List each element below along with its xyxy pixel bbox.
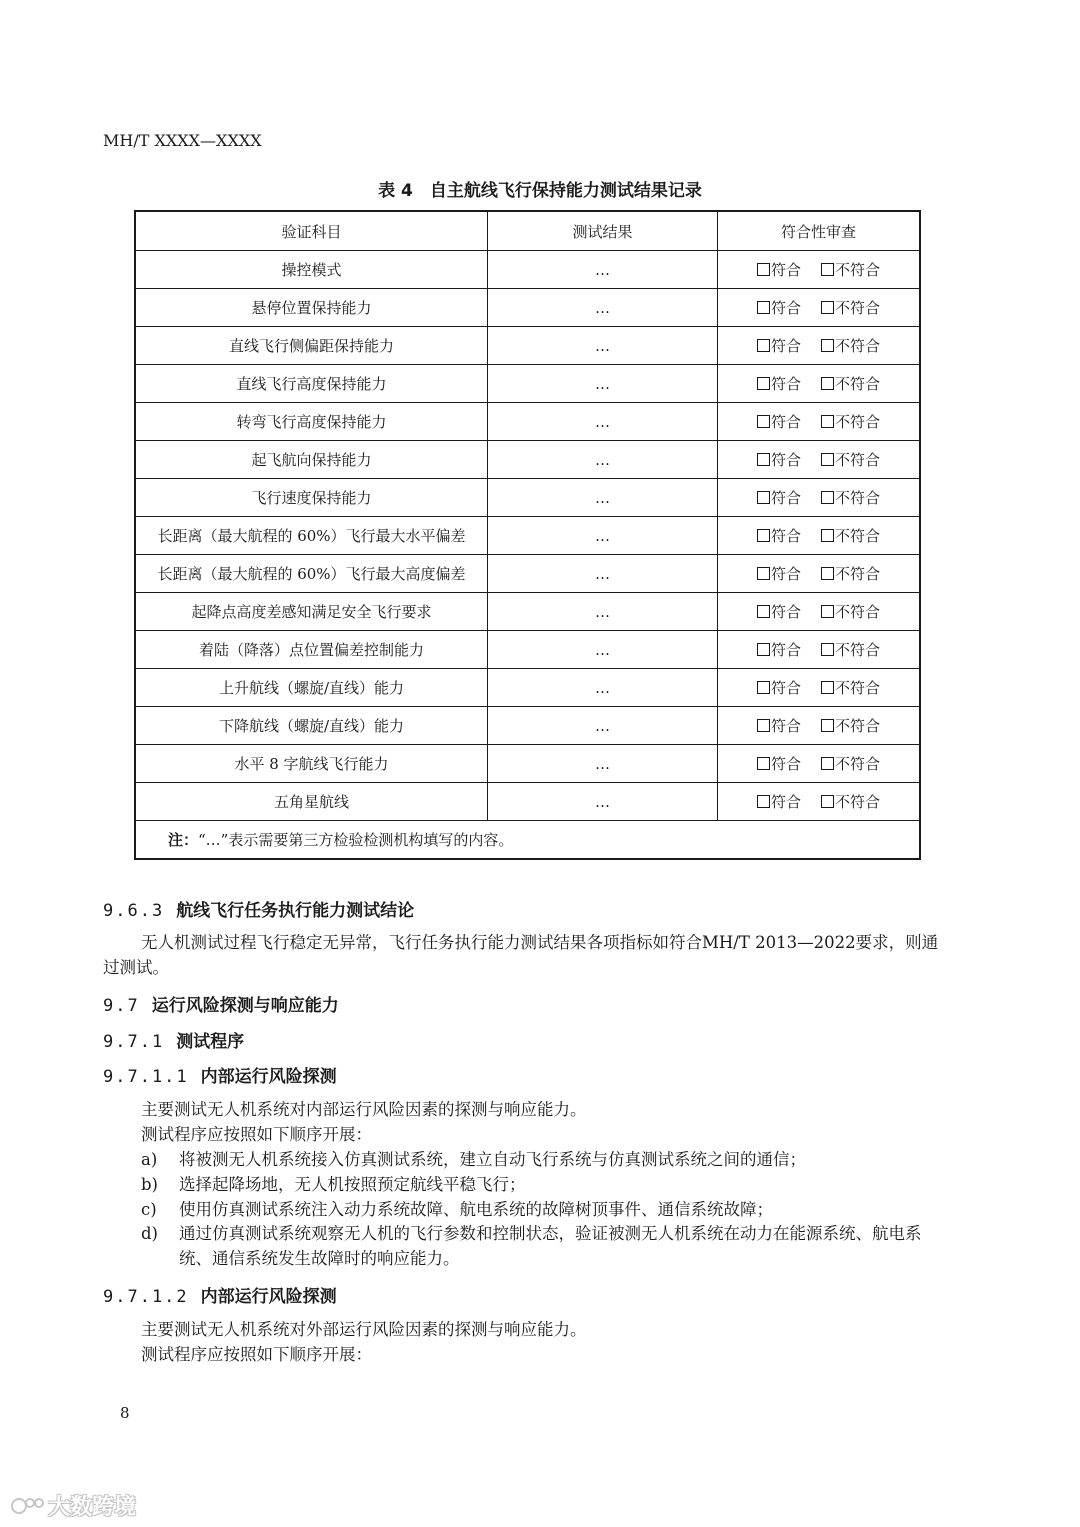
compliance-cell [718, 251, 921, 289]
compliance-cell [718, 555, 921, 593]
heading-number: 9.7.1.2 [103, 1287, 189, 1307]
list-item-tag: a) [141, 1150, 158, 1169]
verification-item-cell: 操控模式 [135, 251, 488, 289]
compliance-cell [718, 783, 921, 821]
pass-checkbox[interactable] [757, 753, 801, 774]
checkbox-label: 不符合 [835, 603, 881, 621]
watermark-text: 大数跨境 [48, 1495, 137, 1520]
list-item-tag: c) [141, 1200, 157, 1219]
heading-9-7-1-2 [103, 1282, 337, 1307]
compliance-cell [718, 707, 921, 745]
test-result-cell: … [488, 631, 718, 669]
test-result-cell: … [488, 327, 718, 365]
checkbox-label: 符合 [770, 299, 801, 317]
verification-item-cell: 悬停位置保持能力 [135, 289, 488, 327]
checkbox-label: 不符合 [835, 489, 881, 507]
list-item-text: 使用仿真测试系统注入动力系统故障、航电系统的故障树顶事件、通信系统故障； [179, 1200, 773, 1219]
list-item-tag: d) [141, 1224, 158, 1243]
checkbox-box-icon[interactable] [757, 415, 770, 428]
pass-checkbox[interactable] [757, 601, 801, 622]
table-row [135, 669, 920, 707]
verification-item-cell: 上升航线（螺旋/直线）能力 [135, 669, 488, 707]
list-item-b [141, 1172, 953, 1197]
verification-item-cell: 转弯飞行高度保持能力 [135, 403, 488, 441]
test-result-cell: … [488, 251, 718, 289]
heading-number: 9.7.1.1 [103, 1067, 189, 1087]
verification-item-cell: 水平 8 字航线飞行能力 [135, 745, 488, 783]
pass-checkbox[interactable] [757, 335, 801, 356]
checkbox-label: 不符合 [835, 299, 881, 317]
checkbox-box-icon[interactable] [821, 263, 834, 276]
heading-title: 航线飞行任务执行能力测试结论 [176, 901, 415, 921]
checkbox-label: 不符合 [835, 413, 881, 431]
list-item-d [141, 1221, 953, 1271]
test-result-cell: … [488, 441, 718, 479]
verification-item-cell: 飞行速度保持能力 [135, 479, 488, 517]
checkbox-label: 符合 [770, 413, 801, 431]
compliance-cell [718, 669, 921, 707]
checkbox-label: 符合 [770, 717, 801, 735]
pass-checkbox[interactable] [757, 525, 801, 546]
checkbox-box-icon[interactable] [757, 339, 770, 352]
document-code: MH/T XXXX—XXXX [103, 131, 262, 150]
test-result-cell: … [488, 555, 718, 593]
table-row [135, 441, 920, 479]
fail-checkbox[interactable] [821, 563, 880, 584]
fail-checkbox[interactable] [821, 639, 880, 660]
list-item-a [141, 1147, 953, 1172]
checkbox-label: 符合 [770, 489, 801, 507]
checkbox-box-icon[interactable] [821, 605, 834, 618]
checkbox-label: 符合 [770, 451, 801, 469]
paragraph-external-risk-order: 测试程序应按照如下顺序开展： [141, 1345, 372, 1364]
test-result-cell: … [488, 289, 718, 327]
table-note [135, 821, 920, 860]
checkbox-box-icon[interactable] [821, 719, 834, 732]
result-table [134, 210, 921, 860]
column-header-item: 验证科目 [135, 211, 488, 251]
pass-checkbox[interactable] [757, 373, 801, 394]
checkbox-label: 不符合 [835, 261, 881, 279]
fail-checkbox[interactable] [821, 449, 880, 470]
checkbox-box-icon[interactable] [821, 377, 834, 390]
test-result-cell: … [488, 517, 718, 555]
fail-checkbox[interactable] [821, 525, 880, 546]
checkbox-box-icon[interactable] [757, 681, 770, 694]
heading-number: 9.7 [103, 996, 140, 1016]
verification-item-cell: 起飞航向保持能力 [135, 441, 488, 479]
table-row [135, 593, 920, 631]
note-text: “…”表示需要第三方检验检测机构填写的内容。 [198, 831, 514, 849]
checkbox-box-icon[interactable] [821, 757, 834, 770]
pass-checkbox[interactable] [757, 563, 801, 584]
checkbox-box-icon[interactable] [757, 491, 770, 504]
compliance-cell [718, 517, 921, 555]
table-row [135, 327, 920, 365]
heading-9-7-1-1 [103, 1062, 337, 1087]
pass-checkbox[interactable] [757, 449, 801, 470]
checkbox-label: 不符合 [835, 755, 881, 773]
verification-item-cell: 长距离（最大航程的 60%）飞行最大水平偏差 [135, 517, 488, 555]
pass-checkbox[interactable] [757, 297, 801, 318]
checkbox-box-icon[interactable] [821, 795, 834, 808]
checkbox-label: 符合 [770, 375, 801, 393]
test-result-cell: … [488, 707, 718, 745]
checkbox-label: 符合 [770, 261, 801, 279]
fail-checkbox[interactable] [821, 487, 880, 508]
test-result-cell: … [488, 403, 718, 441]
checkbox-box-icon[interactable] [821, 453, 834, 466]
checkbox-label: 符合 [770, 337, 801, 355]
heading-9-6-3 [103, 896, 414, 921]
checkbox-label: 符合 [770, 793, 801, 811]
table-row [135, 251, 920, 289]
heading-9-7 [103, 991, 339, 1016]
fail-checkbox[interactable] [821, 373, 880, 394]
heading-title: 内部运行风险探测 [200, 1067, 337, 1087]
table-caption: 表 4 自主航线飞行保持能力测试结果记录 [378, 181, 702, 201]
checkbox-label: 符合 [770, 527, 801, 545]
table-row [135, 745, 920, 783]
heading-number: 9.6.3 [103, 901, 165, 921]
compliance-cell [718, 327, 921, 365]
verification-item-cell: 直线飞行侧偏距保持能力 [135, 327, 488, 365]
table-row [135, 555, 920, 593]
checkbox-box-icon[interactable] [757, 719, 770, 732]
pass-checkbox[interactable] [757, 677, 801, 698]
checkbox-label: 不符合 [835, 717, 881, 735]
checkbox-box-icon[interactable] [821, 529, 834, 542]
checkbox-label: 不符合 [835, 679, 881, 697]
verification-item-cell: 着陆（降落）点位置偏差控制能力 [135, 631, 488, 669]
column-header-compliance: 符合性审查 [718, 211, 921, 251]
page-number: 8 [120, 1404, 130, 1422]
paragraph-external-risk-intro: 主要测试无人机系统对外部运行风险因素的探测与响应能力。 [141, 1320, 587, 1339]
checkbox-box-icon[interactable] [821, 339, 834, 352]
checkbox-label: 不符合 [835, 375, 881, 393]
pass-checkbox[interactable] [757, 639, 801, 660]
watermark [10, 1490, 136, 1521]
checkbox-box-icon[interactable] [821, 491, 834, 504]
table-row [135, 707, 920, 745]
checkbox-box-icon[interactable] [757, 301, 770, 314]
note-label: 注： [168, 831, 199, 849]
compliance-cell [718, 631, 921, 669]
compliance-cell [718, 403, 921, 441]
verification-item-cell: 下降航线（螺旋/直线）能力 [135, 707, 488, 745]
checkbox-label: 不符合 [835, 565, 881, 583]
test-result-cell: … [488, 593, 718, 631]
fail-checkbox[interactable] [821, 259, 880, 280]
checkbox-label: 符合 [770, 603, 801, 621]
checkbox-box-icon[interactable] [757, 453, 770, 466]
checkbox-box-icon[interactable] [821, 415, 834, 428]
pass-checkbox[interactable] [757, 487, 801, 508]
checkbox-box-icon[interactable] [821, 567, 834, 580]
heading-9-7-1 [103, 1027, 244, 1052]
pass-checkbox[interactable] [757, 259, 801, 280]
checkbox-box-icon[interactable] [821, 301, 834, 314]
checkbox-label: 不符合 [835, 641, 881, 659]
fail-checkbox[interactable] [821, 297, 880, 318]
list-item-text: 将被测无人机系统接入仿真测试系统，建立自动飞行系统与仿真测试系统之间的通信； [179, 1150, 806, 1169]
checkbox-label: 符合 [770, 641, 801, 659]
checkbox-label: 不符合 [835, 527, 881, 545]
test-result-cell: … [488, 669, 718, 707]
verification-item-cell: 起降点高度差感知满足安全飞行要求 [135, 593, 488, 631]
fail-checkbox[interactable] [821, 335, 880, 356]
checkbox-label: 不符合 [835, 793, 881, 811]
table-row [135, 403, 920, 441]
list-item-c [141, 1197, 953, 1222]
table-header-row [135, 211, 920, 251]
pass-checkbox[interactable] [757, 791, 801, 812]
fail-checkbox[interactable] [821, 601, 880, 622]
table-row [135, 365, 920, 403]
table-row [135, 783, 920, 821]
list-item-tag: b) [141, 1175, 158, 1194]
test-result-cell: … [488, 783, 718, 821]
table-row [135, 631, 920, 669]
fail-checkbox[interactable] [821, 677, 880, 698]
heading-number: 9.7.1 [103, 1032, 165, 1052]
pass-checkbox[interactable] [757, 411, 801, 432]
heading-title: 内部运行风险探测 [200, 1287, 337, 1307]
compliance-cell [718, 479, 921, 517]
fail-checkbox[interactable] [821, 753, 880, 774]
paragraph-internal-risk-order: 测试程序应按照如下顺序开展： [141, 1125, 372, 1144]
table-row [135, 479, 920, 517]
compliance-cell [718, 365, 921, 403]
compliance-cell [718, 593, 921, 631]
pass-checkbox[interactable] [757, 715, 801, 736]
watermark-logo-icon [10, 1495, 44, 1517]
column-header-result: 测试结果 [488, 211, 718, 251]
verification-item-cell: 五角星航线 [135, 783, 488, 821]
checkbox-label: 符合 [770, 565, 801, 583]
checkbox-box-icon[interactable] [757, 795, 770, 808]
checkbox-label: 符合 [770, 679, 801, 697]
checkbox-box-icon[interactable] [757, 757, 770, 770]
test-result-cell: … [488, 745, 718, 783]
verification-item-cell: 长距离（最大航程的 60%）飞行最大高度偏差 [135, 555, 488, 593]
list-item-text: 通过仿真测试系统观察无人机的飞行参数和控制状态，验证被测无人机系统在动力在能源系统、航电系统、通信系统发生故障时的响应能力。 [179, 1224, 922, 1268]
checkbox-box-icon[interactable] [757, 377, 770, 390]
list-item-text: 选择起降场地，无人机按照预定航线平稳飞行； [179, 1175, 526, 1194]
checkbox-label: 不符合 [835, 451, 881, 469]
compliance-cell [718, 441, 921, 479]
table-note-row [135, 821, 920, 860]
verification-item-cell: 直线飞行高度保持能力 [135, 365, 488, 403]
test-result-cell: … [488, 479, 718, 517]
fail-checkbox[interactable] [821, 791, 880, 812]
heading-title: 运行风险探测与响应能力 [151, 996, 339, 1016]
heading-title: 测试程序 [176, 1032, 245, 1052]
checkbox-box-icon[interactable] [821, 681, 834, 694]
checkbox-box-icon[interactable] [757, 643, 770, 656]
fail-checkbox[interactable] [821, 411, 880, 432]
table-row [135, 289, 920, 327]
test-result-cell: … [488, 365, 718, 403]
compliance-cell [718, 289, 921, 327]
checkbox-box-icon[interactable] [757, 529, 770, 542]
checkbox-box-icon[interactable] [821, 643, 834, 656]
paragraph-internal-risk-intro: 主要测试无人机系统对内部运行风险因素的探测与响应能力。 [141, 1100, 587, 1119]
checkbox-label: 不符合 [835, 337, 881, 355]
compliance-cell [718, 745, 921, 783]
checkbox-box-icon[interactable] [757, 263, 770, 276]
checkbox-box-icon[interactable] [757, 605, 770, 618]
checkbox-box-icon[interactable] [757, 567, 770, 580]
fail-checkbox[interactable] [821, 715, 880, 736]
paragraph-9-6-3: 无人机测试过程飞行稳定无异常，飞行任务执行能力测试结果各项指标如符合MH/T 2013—2022要求，则通过测试。 [103, 933, 939, 977]
checkbox-label: 符合 [770, 755, 801, 773]
table-row [135, 517, 920, 555]
